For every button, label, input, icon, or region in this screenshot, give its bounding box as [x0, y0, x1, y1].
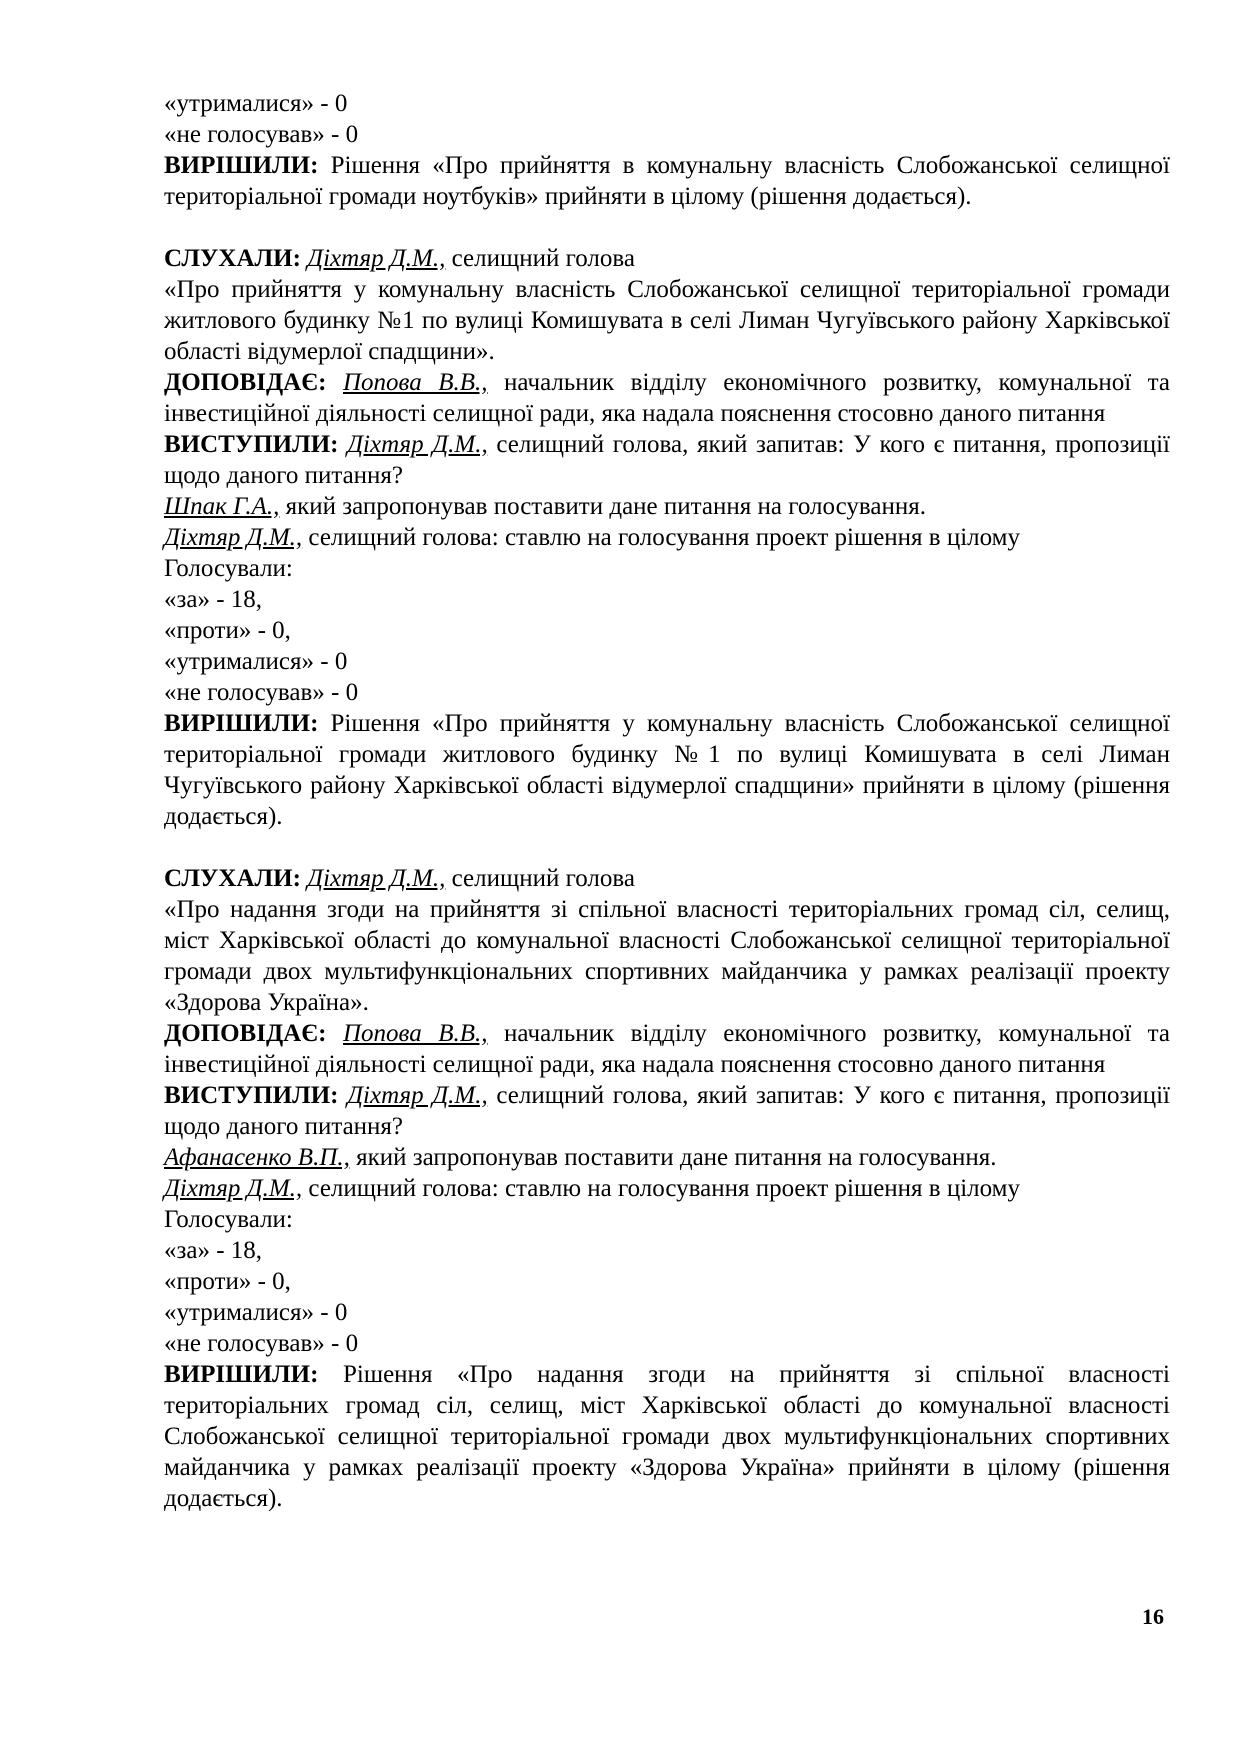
chair-person: Діхтяр Д.М.,	[164, 1175, 303, 1202]
proposer-text: який запропонував поставити дане питання на голосування.	[349, 1144, 997, 1171]
spoke-paragraph	[164, 429, 1170, 491]
decision-text: Рішення «Про надання згоди на прийняття зі спільної власності територіальних громад сіл, селищ, міст Харківської області до комунальної власності Слобожанської селищної територіальної громади двох мультифункціональних спортивних майданчика у рамках реалізації проекту «Здорова Україна» прийняти в цілому (рішення додається).	[164, 1361, 1170, 1512]
decision-paragraph	[164, 150, 1170, 212]
vote-line: «проти» - 0,	[164, 1268, 291, 1295]
heard-role: селищний голова	[445, 865, 635, 892]
decision-paragraph	[164, 1359, 1170, 1514]
proposer-line	[164, 1142, 1170, 1173]
vote-line: «за» - 18,	[164, 1237, 263, 1264]
spoke-text: селищний голова, який запитав: У кого є питання, пропозиції щодо даного питання?	[164, 431, 1170, 489]
decision-label: ВИРІШИЛИ:	[164, 710, 319, 737]
heard-person: Діхтяр Д.М.,	[307, 245, 446, 272]
spoke-paragraph	[164, 1080, 1170, 1142]
reporter-paragraph	[164, 367, 1170, 429]
vote-line: «не голосував» - 0	[164, 679, 359, 706]
topic-paragraph: «Про надання згоди на прийняття зі спільної власності територіальних громад сіл, селищ, міст Харківської області до комунальної власності Слобожанської селищної територіальної громади двох мультифункціональних спортивних майданчика у рамках реалізації проекту «Здорова Україна».	[164, 896, 1170, 1016]
vote-line: «не голосував» - 0	[164, 121, 359, 148]
decision-label: ВИРІШИЛИ:	[164, 1361, 319, 1388]
reporter-text: начальник відділу економічного розвитку, комунальної та інвестиційної діяльності селищної ради, яка надала пояснення стосовно даного питання	[164, 1020, 1171, 1078]
reporter-paragraph	[164, 1018, 1170, 1080]
decision-label: ВИРІШИЛИ:	[164, 152, 319, 179]
vote-line: «не голосував» - 0	[164, 1330, 359, 1357]
proposer-person: Афанасенко В.П.,	[164, 1144, 350, 1171]
heard-label: СЛУХАЛИ:	[164, 245, 301, 272]
section-gap	[164, 832, 1170, 863]
decision-text: Рішення «Про прийняття в комунальну власність Слобожанської селищної територіальної громади ноутбуків» прийняти в цілому (рішення додається).	[164, 152, 1170, 210]
heard-label: СЛУХАЛИ:	[164, 865, 301, 892]
spoke-person: Діхтяр Д.М.,	[347, 431, 488, 458]
page-number: 16	[1142, 1604, 1164, 1629]
reporter-person: Попова В.В.,	[343, 369, 488, 396]
topic-paragraph: «Про прийняття у комунальну власність Слобожанської селищної територіальної громади житлового будинку №1 по вулиці Комишувата в селі Лиман Чугуївського району Харківської області відумерлої спадщини».	[164, 276, 1170, 365]
chair-line	[164, 522, 1170, 553]
vote-line: «проти» - 0,	[164, 617, 291, 644]
vote-line: «утрималися» - 0	[164, 1299, 348, 1326]
heard-role: селищний голова	[445, 245, 635, 272]
spoke-label: ВИСТУПИЛИ:	[164, 1082, 339, 1109]
proposer-line	[164, 491, 1170, 522]
section-gap	[164, 212, 1170, 243]
heard-person: Діхтяр Д.М.,	[307, 865, 446, 892]
vote-line: «утрималися» - 0	[164, 648, 348, 675]
spoke-label: ВИСТУПИЛИ:	[164, 431, 339, 458]
decision-text: Рішення «Про прийняття у комунальну власність Слобожанської селищної територіальної громади житлового будинку №1 по вулиці Комишувата в селі Лиман Чугуївського району Харківської області відумерлої спадщини» прийняти в цілому (рішення додається).	[164, 710, 1170, 830]
agenda-item-1	[164, 243, 1170, 832]
vote-line: «утрималися» - 0	[164, 90, 348, 117]
chair-person: Діхтяр Д.М.,	[164, 524, 303, 551]
decision-paragraph	[164, 708, 1170, 832]
document-body	[164, 88, 1170, 1514]
spoke-text: селищний голова, який запитав: У кого є питання, пропозиції щодо даного питання?	[164, 1082, 1170, 1140]
reporter-label: ДОПОВІДАЄ:	[164, 369, 327, 396]
agenda-item-2	[164, 863, 1170, 1514]
chair-text: селищний голова: ставлю на голосування проект рішення в цілому	[302, 1175, 1020, 1202]
voted-label: Голосували:	[164, 555, 293, 582]
heard-line	[164, 863, 1170, 894]
reporter-label: ДОПОВІДАЄ:	[164, 1020, 327, 1047]
chair-text: селищний голова: ставлю на голосування проект рішення в цілому	[302, 524, 1020, 551]
heard-line	[164, 243, 1170, 274]
voted-label: Голосували:	[164, 1206, 293, 1233]
vote-line: «за» - 18,	[164, 586, 263, 613]
spoke-person: Діхтяр Д.М.,	[347, 1082, 488, 1109]
proposer-person: Шпак Г.А.,	[164, 493, 280, 520]
chair-line	[164, 1173, 1170, 1204]
reporter-person: Попова В.В.,	[343, 1020, 488, 1047]
proposer-text: який запропонував поставити дане питання на голосування.	[279, 493, 926, 520]
reporter-text: начальник відділу економічного розвитку, комунальної та інвестиційної діяльності селищної ради, яка надала пояснення стосовно даного питання	[164, 369, 1171, 427]
